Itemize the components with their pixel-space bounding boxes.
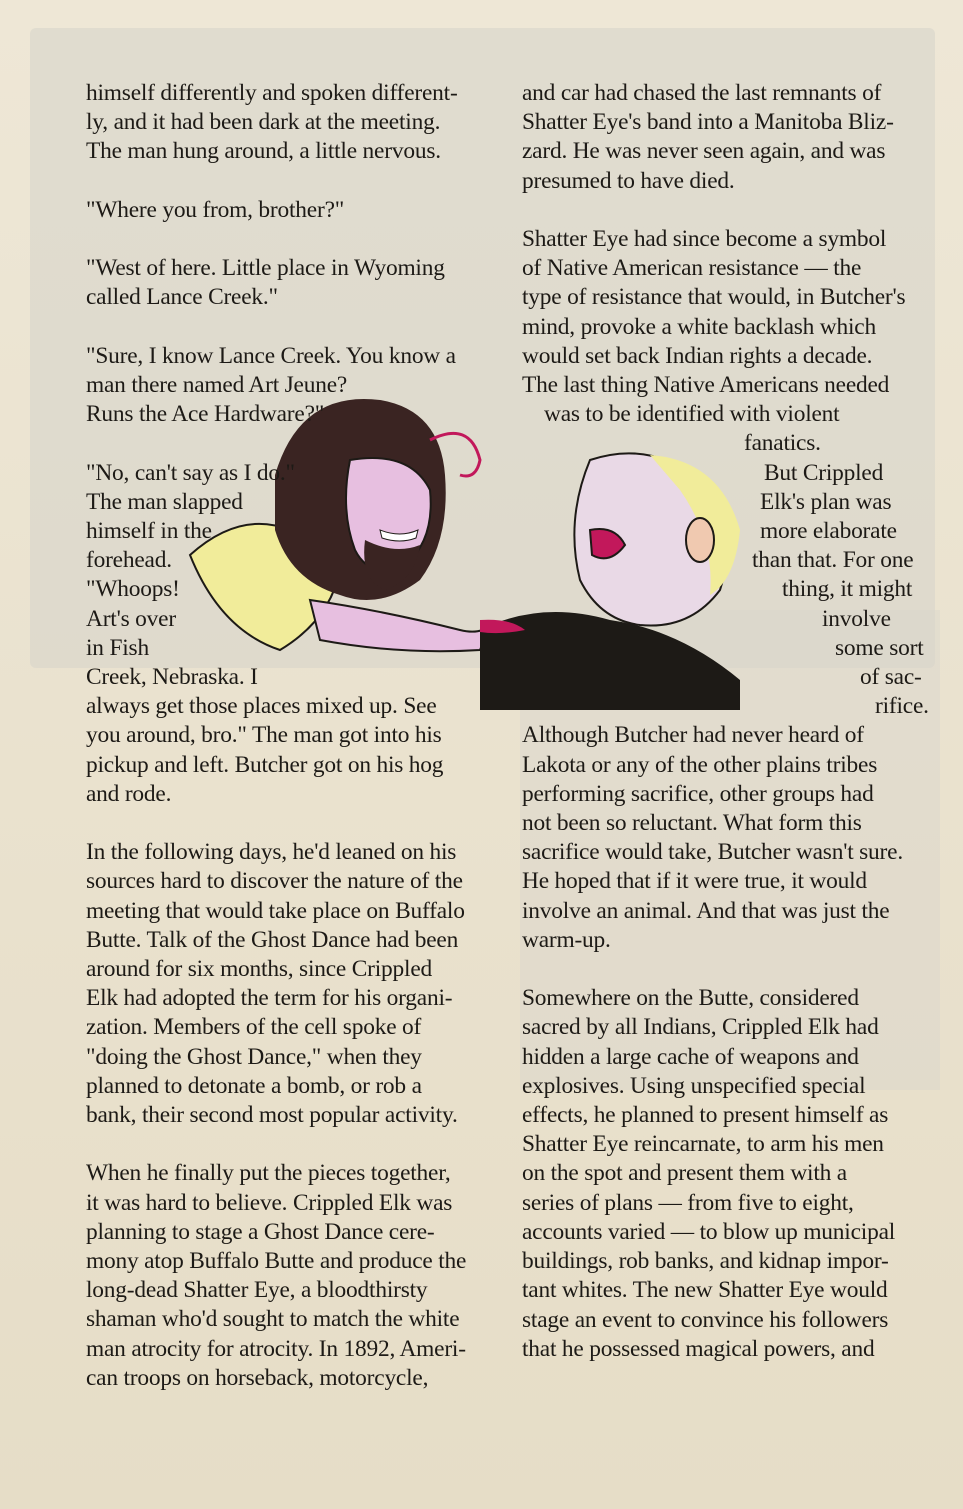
text-line: involve <box>822 605 891 632</box>
text-line: sources hard to discover the nature of the <box>86 868 463 895</box>
text-line: accounts varied — to blow up municipal <box>522 1218 896 1245</box>
text-line: Shatter Eye's band into a Manitoba Bliz- <box>522 109 894 136</box>
text-line: "Where you from, brother?" <box>86 196 345 223</box>
text-line: performing sacrifice, other groups had <box>522 780 874 807</box>
paragraph-gap <box>522 196 937 225</box>
text-line: more elaborate <box>760 518 897 545</box>
text-line: Although Butcher had never heard of <box>522 722 864 749</box>
paragraph-gap <box>86 809 506 838</box>
paragraph <box>86 254 506 312</box>
text-line: and car had chased the last remnants of <box>522 80 882 106</box>
text-line: He hoped that if it were true, it would <box>522 868 867 895</box>
text-line: that he possessed magical powers, and <box>522 1335 875 1362</box>
text-line: buildings, rob banks, and kidnap impor- <box>522 1248 889 1275</box>
text-line: meeting that would take place on Buffalo <box>86 897 465 924</box>
text-line: than that. For one <box>752 547 914 574</box>
text-line: The last thing Native Americans needed <box>522 372 890 399</box>
text-line: Lakota or any of the other plains tribes <box>522 751 878 778</box>
text-line: would set back Indian rights a decade. <box>522 342 873 369</box>
paragraph <box>86 79 506 167</box>
text-line: man atrocity for atrocity. In 1892, Ameri- <box>86 1335 466 1362</box>
text-line: of Native American resistance — the <box>522 255 862 282</box>
text-line: forehead. <box>86 547 172 574</box>
text-line: bank, their second most popular activity. <box>86 1102 458 1129</box>
paragraph <box>86 1159 506 1393</box>
paragraph <box>522 984 937 1364</box>
text-line: stage an event to convince his followers <box>522 1306 889 1333</box>
text-line: effects, he planned to present himself as <box>522 1102 889 1129</box>
text-line: mony atop Buffalo Butte and produce the <box>86 1248 467 1275</box>
paragraph <box>86 459 506 809</box>
text-line: hidden a large cache of weapons and <box>522 1043 859 1070</box>
text-line: Butte. Talk of the Ghost Dance had been <box>86 926 459 953</box>
text-line: can troops on horseback, motorcycle, <box>86 1364 429 1391</box>
text-line: "West of here. Little place in Wyoming <box>86 255 445 282</box>
text-line: In the following days, he'd leaned on his <box>86 839 457 866</box>
text-line: ly, and it had been dark at the meeting. <box>86 109 441 136</box>
text-line: involve an animal. And that was just the <box>522 897 890 924</box>
text-line: presumed to have died. <box>522 167 735 194</box>
text-line: series of plans — from five to eight, <box>522 1189 854 1216</box>
paragraph-gap <box>86 167 506 196</box>
text-line: "Whoops! <box>86 576 180 603</box>
text-line: called Lance Creek." <box>86 284 278 311</box>
paragraph <box>522 79 937 196</box>
text-line: was to be identified with violent <box>544 401 840 428</box>
paragraph-gap <box>86 225 506 254</box>
text-line: Somewhere on the Butte, considered <box>522 985 859 1012</box>
text-line: Creek, Nebraska. I <box>86 664 258 690</box>
text-line: not been so reluctant. What form this <box>522 810 862 837</box>
text-line: of sac- <box>860 664 922 691</box>
text-line: shaman who'd sought to match the white <box>86 1306 460 1333</box>
text-line: in Fish <box>86 634 149 661</box>
text-line: on the spot and present them with a <box>522 1160 847 1187</box>
text-line: long-dead Shatter Eye, a bloodthirsty <box>86 1277 428 1304</box>
text-line: Shatter Eye had since become a symbol <box>522 226 887 252</box>
text-line: warm-up. <box>522 926 611 953</box>
text-line: pickup and left. Butcher got on his hog <box>86 751 444 778</box>
text-line: "No, can't say as I do." <box>86 459 295 486</box>
text-line: planned to detonate a bomb, or rob a <box>86 1072 422 1099</box>
text-line: zation. Members of the cell spoke of <box>86 1014 422 1041</box>
text-line: fanatics. <box>744 430 821 457</box>
text-line: it was hard to believe. Crippled Elk was <box>86 1189 453 1216</box>
text-line: himself in the <box>86 517 212 544</box>
text-line: always get those places mixed up. See <box>86 693 437 720</box>
text-line: sacrifice would take, Butcher wasn't sure. <box>522 839 903 866</box>
text-line: himself differently and spoken different- <box>86 80 458 106</box>
paragraph <box>86 196 506 225</box>
text-line: mind, provoke a white backlash which <box>522 313 876 340</box>
left-column <box>86 79 506 1393</box>
right-column <box>522 79 937 1364</box>
paragraph-gap <box>522 955 937 984</box>
text-line: you around, bro." The man got into his <box>86 722 442 749</box>
text-line: planning to stage a Ghost Dance cere- <box>86 1218 435 1245</box>
paragraph-gap <box>86 1130 506 1159</box>
text-line: Elk's plan was <box>760 488 892 515</box>
paragraph-gap <box>86 313 506 342</box>
text-line: But Crippled <box>764 459 884 486</box>
text-line: some sort <box>835 634 924 661</box>
text-line: man there named Art Jeune? <box>86 371 348 398</box>
text-line: explosives. Using unspecified special <box>522 1072 866 1099</box>
text-line: "doing the Ghost Dance," when they <box>86 1043 422 1070</box>
text-line: sacred by all Indians, Crippled Elk had <box>522 1014 879 1041</box>
text-line: and rode. <box>86 780 172 807</box>
text-line: Shatter Eye reincarnate, to arm his men <box>522 1131 884 1158</box>
text-line: Elk had adopted the term for his organi- <box>86 985 453 1012</box>
paragraph <box>86 838 506 1130</box>
text-line: tant whites. The new Shatter Eye would <box>522 1277 888 1304</box>
text-line: The man hung around, a little nervous. <box>86 138 441 165</box>
text-line: type of resistance that would, in Butcher's <box>522 284 906 311</box>
text-line: The man slapped <box>86 488 243 515</box>
paragraph <box>522 225 937 955</box>
paragraph <box>86 342 506 430</box>
text-line: around for six months, since Crippled <box>86 956 433 983</box>
paragraph-gap <box>86 429 506 458</box>
text-line: zard. He was never seen again, and was <box>522 138 886 165</box>
text-line: "Sure, I know Lance Creek. You know a <box>86 342 456 369</box>
text-line: thing, it might <box>782 576 913 603</box>
text-line: Art's over <box>86 605 176 632</box>
text-line: rifice. <box>875 693 929 720</box>
text-line: Runs the Ace Hardware?" <box>86 401 325 428</box>
text-line: When he finally put the pieces together, <box>86 1160 451 1187</box>
